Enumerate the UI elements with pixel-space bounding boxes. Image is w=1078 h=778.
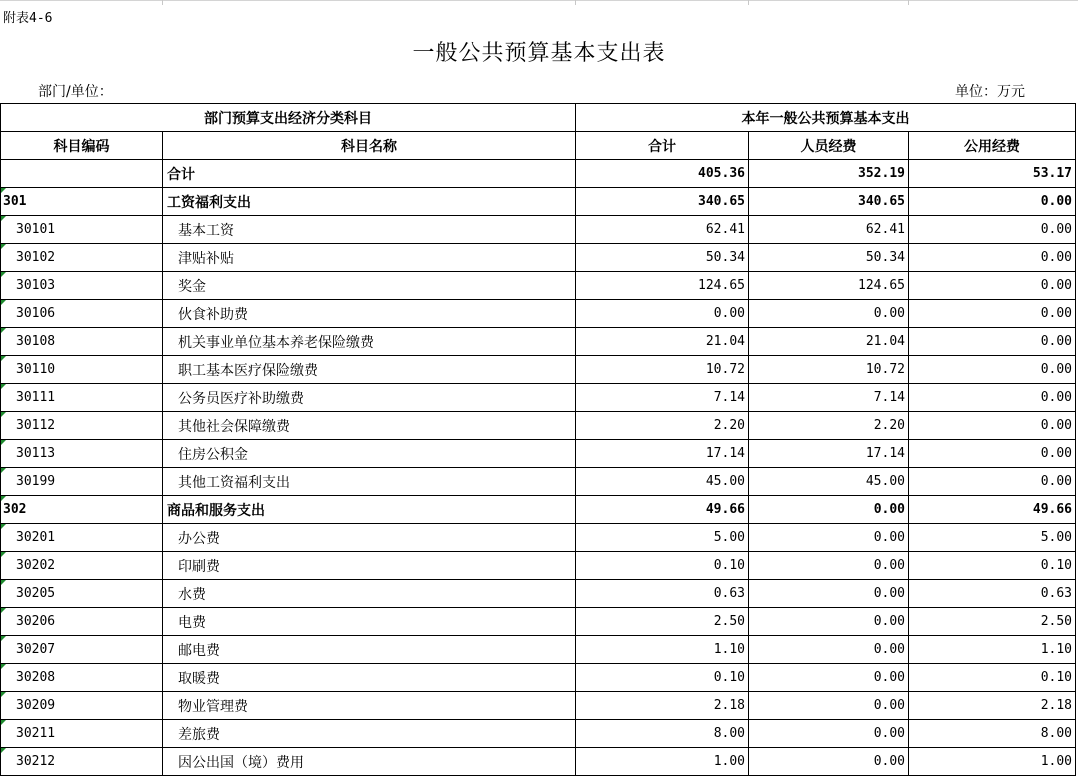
col-header-personnel[interactable]: 人员经费 — [749, 132, 909, 160]
header-group-left[interactable]: 部门预算支出经济分类科目 — [1, 104, 576, 132]
cell-personnel[interactable]: 45.00 — [749, 468, 909, 496]
cell-name[interactable]: 因公出国（境）费用 — [163, 748, 576, 776]
cell-total[interactable]: 50.34 — [576, 244, 749, 272]
table-row — [1, 496, 1076, 524]
table-row — [1, 748, 1076, 776]
table-row — [1, 692, 1076, 720]
table-row — [1, 580, 1076, 608]
cell-public[interactable]: 0.00 — [909, 440, 1076, 468]
cell-name[interactable]: 物业管理费 — [163, 692, 576, 720]
cell-public[interactable]: 0.00 — [909, 300, 1076, 328]
cell-total[interactable]: 2.18 — [576, 692, 749, 720]
cell-code[interactable] — [1, 160, 163, 188]
page-title: 一般公共预算基本支出表 — [412, 41, 666, 66]
department-label: 部门/单位： — [38, 84, 113, 100]
cell-code[interactable]: 30110 — [1, 356, 163, 384]
cell-name[interactable]: 水费 — [163, 580, 576, 608]
cell-total[interactable]: 124.65 — [576, 272, 749, 300]
table-row — [1, 244, 1076, 272]
cell-public[interactable]: 1.00 — [909, 748, 1076, 776]
cell-code[interactable]: 301 — [1, 188, 163, 216]
unit-label: 单位：万元 — [955, 84, 1025, 100]
cell-code[interactable]: 30101 — [1, 216, 163, 244]
cell-total[interactable]: 49.66 — [576, 496, 749, 524]
cell-public[interactable]: 0.00 — [909, 356, 1076, 384]
cell-name[interactable]: 机关事业单位基本养老保险缴费 — [163, 328, 576, 356]
cell-code[interactable]: 30202 — [1, 552, 163, 580]
table-row — [1, 300, 1076, 328]
cell-public[interactable]: 0.63 — [909, 580, 1076, 608]
cell-public[interactable]: 0.10 — [909, 664, 1076, 692]
cell-name[interactable]: 职工基本医疗保险缴费 — [163, 356, 576, 384]
cell-code[interactable]: 30205 — [1, 580, 163, 608]
cell-code[interactable]: 30111 — [1, 384, 163, 412]
cell-personnel[interactable]: 124.65 — [749, 272, 909, 300]
column-divider-tick — [908, 0, 909, 5]
cell-personnel[interactable]: 50.34 — [749, 244, 909, 272]
cell-total[interactable]: 21.04 — [576, 328, 749, 356]
cell-public[interactable]: 2.18 — [909, 692, 1076, 720]
cell-code[interactable]: 30208 — [1, 664, 163, 692]
cell-total[interactable]: 405.36 — [576, 160, 749, 188]
table-row — [1, 272, 1076, 300]
cell-code[interactable]: 30211 — [1, 720, 163, 748]
cell-public[interactable]: 0.00 — [909, 188, 1076, 216]
budget-table — [0, 103, 1076, 776]
cell-total[interactable]: 2.20 — [576, 412, 749, 440]
cell-total[interactable]: 2.50 — [576, 608, 749, 636]
cell-name[interactable]: 其他社会保障缴费 — [163, 412, 576, 440]
table-row — [1, 440, 1076, 468]
cell-code[interactable]: 30102 — [1, 244, 163, 272]
cell-personnel[interactable]: 21.04 — [749, 328, 909, 356]
cell-personnel[interactable]: 2.20 — [749, 412, 909, 440]
cell-personnel[interactable]: 7.14 — [749, 384, 909, 412]
cell-total[interactable]: 45.00 — [576, 468, 749, 496]
cell-name[interactable]: 住房公积金 — [163, 440, 576, 468]
cell-personnel[interactable]: 0.00 — [749, 720, 909, 748]
cell-code[interactable]: 30113 — [1, 440, 163, 468]
cell-total[interactable]: 10.72 — [576, 356, 749, 384]
table-body — [1, 160, 1076, 776]
cell-personnel[interactable]: 0.00 — [749, 580, 909, 608]
cell-total[interactable]: 8.00 — [576, 720, 749, 748]
column-divider-tick — [748, 0, 749, 5]
cell-total[interactable]: 1.00 — [576, 748, 749, 776]
cell-public[interactable]: 0.10 — [909, 552, 1076, 580]
appendix-note: 附表4-6 — [3, 11, 53, 26]
table-row — [1, 664, 1076, 692]
column-divider-tick — [162, 0, 163, 5]
cell-total[interactable]: 0.10 — [576, 664, 749, 692]
table-row — [1, 552, 1076, 580]
cell-public[interactable]: 49.66 — [909, 496, 1076, 524]
col-header-total[interactable]: 合计 — [576, 132, 749, 160]
cell-personnel[interactable]: 17.14 — [749, 440, 909, 468]
cell-personnel[interactable]: 0.00 — [749, 692, 909, 720]
cell-name[interactable]: 津贴补贴 — [163, 244, 576, 272]
cell-code[interactable]: 30207 — [1, 636, 163, 664]
cell-public[interactable]: 0.00 — [909, 272, 1076, 300]
table-row — [1, 412, 1076, 440]
cell-code[interactable]: 30108 — [1, 328, 163, 356]
cell-personnel[interactable]: 0.00 — [749, 524, 909, 552]
table-row — [1, 384, 1076, 412]
cell-public[interactable]: 5.00 — [909, 524, 1076, 552]
table-row — [1, 160, 1076, 188]
cell-code[interactable]: 30209 — [1, 692, 163, 720]
cell-total[interactable]: 62.41 — [576, 216, 749, 244]
col-header-public[interactable]: 公用经费 — [909, 132, 1076, 160]
col-header-name[interactable]: 科目名称 — [163, 132, 576, 160]
cell-code[interactable]: 30212 — [1, 748, 163, 776]
cell-total[interactable]: 17.14 — [576, 440, 749, 468]
cell-code[interactable]: 30112 — [1, 412, 163, 440]
cell-name[interactable]: 差旅费 — [163, 720, 576, 748]
cell-total[interactable]: 340.65 — [576, 188, 749, 216]
cell-code[interactable]: 30201 — [1, 524, 163, 552]
cell-personnel[interactable]: 340.65 — [749, 188, 909, 216]
cell-name[interactable]: 伙食补助费 — [163, 300, 576, 328]
cell-total[interactable]: 0.00 — [576, 300, 749, 328]
cell-public[interactable]: 2.50 — [909, 608, 1076, 636]
cell-name[interactable]: 奖金 — [163, 272, 576, 300]
table-row — [1, 356, 1076, 384]
cell-total[interactable]: 0.10 — [576, 552, 749, 580]
cell-public[interactable]: 53.17 — [909, 160, 1076, 188]
header-group-right[interactable]: 本年一般公共预算基本支出 — [576, 104, 1076, 132]
cell-personnel[interactable]: 352.19 — [749, 160, 909, 188]
cell-total[interactable]: 5.00 — [576, 524, 749, 552]
table-row — [1, 608, 1076, 636]
cell-name[interactable]: 合计 — [163, 160, 576, 188]
cell-total[interactable]: 0.63 — [576, 580, 749, 608]
col-header-code[interactable]: 科目编码 — [1, 132, 163, 160]
cell-name[interactable]: 商品和服务支出 — [163, 496, 576, 524]
cell-code[interactable]: 30103 — [1, 272, 163, 300]
table-row — [1, 468, 1076, 496]
column-divider-tick — [575, 0, 576, 5]
table-row — [1, 636, 1076, 664]
cell-personnel[interactable]: 0.00 — [749, 496, 909, 524]
cell-personnel[interactable]: 0.00 — [749, 636, 909, 664]
cell-personnel[interactable]: 10.72 — [749, 356, 909, 384]
cell-personnel[interactable]: 0.00 — [749, 300, 909, 328]
cell-total[interactable]: 1.10 — [576, 636, 749, 664]
cell-name[interactable]: 基本工资 — [163, 216, 576, 244]
cell-name[interactable]: 取暖费 — [163, 664, 576, 692]
cell-name[interactable]: 办公费 — [163, 524, 576, 552]
cell-name[interactable]: 公务员医疗补助缴费 — [163, 384, 576, 412]
cell-name[interactable]: 工资福利支出 — [163, 188, 576, 216]
table-row — [1, 188, 1076, 216]
cell-name[interactable]: 其他工资福利支出 — [163, 468, 576, 496]
cell-public[interactable]: 0.00 — [909, 244, 1076, 272]
cell-code[interactable]: 30106 — [1, 300, 163, 328]
cell-public[interactable]: 0.00 — [909, 384, 1076, 412]
header-group-row — [1, 104, 1076, 132]
cell-public[interactable]: 0.00 — [909, 328, 1076, 356]
cell-public[interactable]: 0.00 — [909, 468, 1076, 496]
cell-public[interactable]: 8.00 — [909, 720, 1076, 748]
cell-public[interactable]: 0.00 — [909, 412, 1076, 440]
cell-code[interactable]: 30199 — [1, 468, 163, 496]
cell-personnel[interactable]: 0.00 — [749, 748, 909, 776]
cell-personnel[interactable]: 62.41 — [749, 216, 909, 244]
cell-name[interactable]: 邮电费 — [163, 636, 576, 664]
cell-total[interactable]: 7.14 — [576, 384, 749, 412]
cell-personnel[interactable]: 0.00 — [749, 608, 909, 636]
table-row — [1, 720, 1076, 748]
table-row — [1, 328, 1076, 356]
cell-public[interactable]: 1.10 — [909, 636, 1076, 664]
cell-personnel[interactable]: 0.00 — [749, 552, 909, 580]
cell-name[interactable]: 印刷费 — [163, 552, 576, 580]
cell-code[interactable]: 302 — [1, 496, 163, 524]
cell-personnel[interactable]: 0.00 — [749, 664, 909, 692]
cell-name[interactable]: 电费 — [163, 608, 576, 636]
cell-code[interactable]: 30206 — [1, 608, 163, 636]
table-row — [1, 216, 1076, 244]
table-row — [1, 524, 1076, 552]
cell-public[interactable]: 0.00 — [909, 216, 1076, 244]
header-column-row — [1, 132, 1076, 160]
